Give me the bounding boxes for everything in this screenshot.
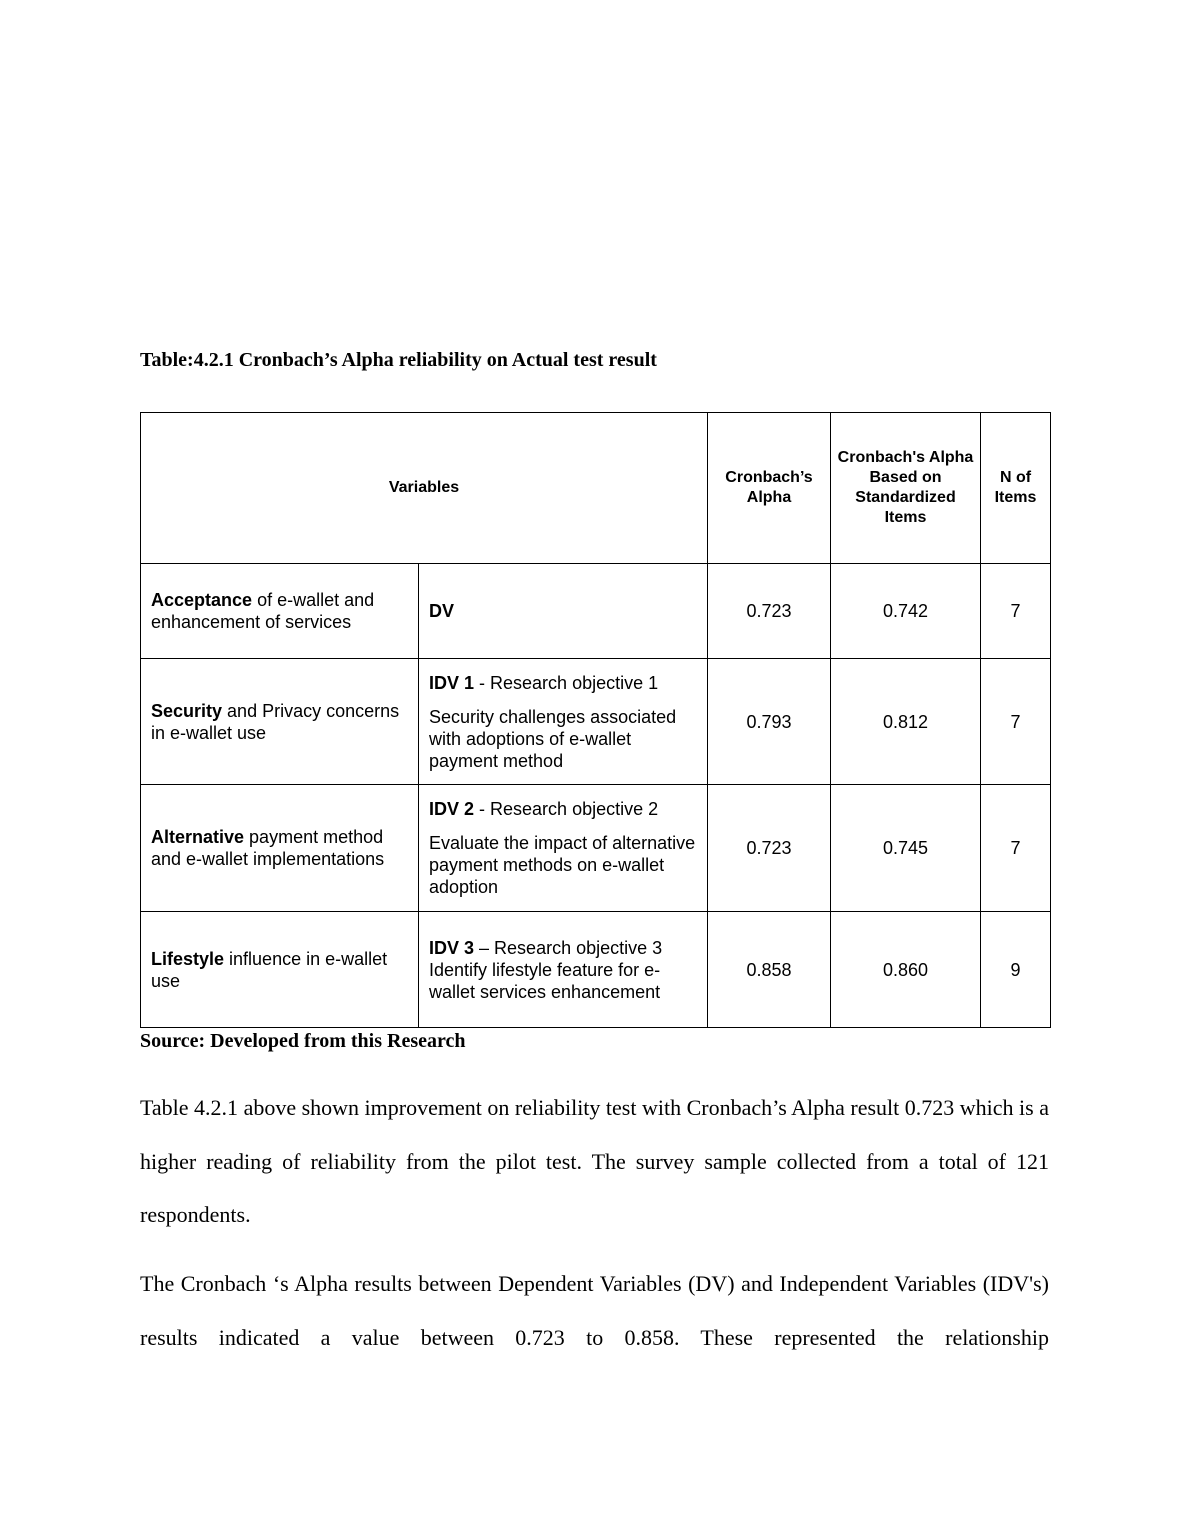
header-cronbach-alpha: Cronbach’s Alpha: [708, 413, 831, 564]
header-variables: Variables: [141, 413, 708, 564]
variable-name-bold: Security: [151, 700, 223, 721]
alpha-standardized-value: 0.812: [831, 659, 981, 785]
reliability-table: [140, 412, 1051, 1028]
variable-name-bold: Alternative: [151, 827, 245, 847]
alpha-standardized-value: 0.742: [831, 564, 981, 659]
alpha-standardized-value: 0.860: [831, 912, 981, 1028]
variable-type-cell: [419, 564, 708, 659]
table-row: [141, 564, 1051, 659]
variable-type-rest: – Research objective 3: [474, 937, 663, 958]
body-paragraph: The Cronbach ‘s Alpha results between Dependent Variables (DV) and Independent Variables (IDV's) results indicated a value between 0.723 to 0.858. These represented the relationship: [140, 1271, 1049, 1350]
variable-type-rest: - Research objective 1: [474, 672, 659, 693]
research-objective-description: Evaluate the impact of alternative payment methods on e-wallet adoption: [429, 833, 696, 897]
variable-name-rest: payment method and e-wallet implementations: [151, 827, 385, 869]
variable-name-cell: [141, 564, 419, 659]
variable-type-bold: IDV 1: [429, 672, 475, 693]
variable-type-bold: IDV 3: [429, 937, 475, 958]
alpha-value: 0.858: [708, 912, 831, 1028]
variable-name-bold: Lifestyle: [151, 948, 225, 969]
variable-type-bold: IDV 2: [429, 799, 475, 819]
table-source-note: Source: Developed from this Research: [140, 1030, 466, 1052]
variable-name-cell: [141, 785, 419, 912]
n-items-value: 7: [981, 659, 1051, 785]
n-items-value: 9: [981, 912, 1051, 1028]
variable-name-cell: [141, 912, 419, 1028]
variable-type-cell: [419, 659, 708, 785]
header-n-of-items: N of Items: [981, 413, 1051, 564]
variable-name-cell: [141, 659, 419, 785]
research-objective-description: Security challenges associated with adoptions of e-wallet payment method: [429, 706, 677, 771]
header-alpha-standardized: Cronbach's Alpha Based on Standardized Items: [831, 413, 981, 564]
table-row: [141, 659, 1051, 785]
table-caption: Table:4.2.1 Cronbach’s Alpha reliability on Actual test result: [140, 349, 657, 371]
variable-type-rest: - Research objective 2: [474, 799, 659, 819]
alpha-value: 0.793: [708, 659, 831, 785]
variable-type-cell: [419, 912, 708, 1028]
variable-type-cell: [419, 785, 708, 912]
alpha-value: 0.723: [708, 564, 831, 659]
variable-name-rest: of e-wallet and enhancement of services: [151, 590, 375, 632]
variable-type-bold: DV: [429, 601, 455, 621]
n-items-value: 7: [981, 564, 1051, 659]
variable-name-bold: Acceptance: [151, 590, 253, 610]
table-row: [141, 785, 1051, 912]
table-header-row: [141, 413, 1051, 564]
research-objective-description: Identify lifestyle feature for e-wallet services enhancement: [429, 959, 661, 1002]
variable-name-rest: and Privacy concerns in e-wallet use: [151, 700, 400, 743]
body-paragraph: Table 4.2.1 above shown improvement on reliability test with Cronbach’s Alpha result 0.723 which is a higher reading of reliability from the pilot test. The survey sample collected from a total of 121 respondents.: [140, 1095, 1049, 1227]
alpha-standardized-value: 0.745: [831, 785, 981, 912]
alpha-value: 0.723: [708, 785, 831, 912]
table-row: [141, 912, 1051, 1028]
variable-name-rest: influence in e-wallet use: [151, 948, 388, 991]
n-items-value: 7: [981, 785, 1051, 912]
